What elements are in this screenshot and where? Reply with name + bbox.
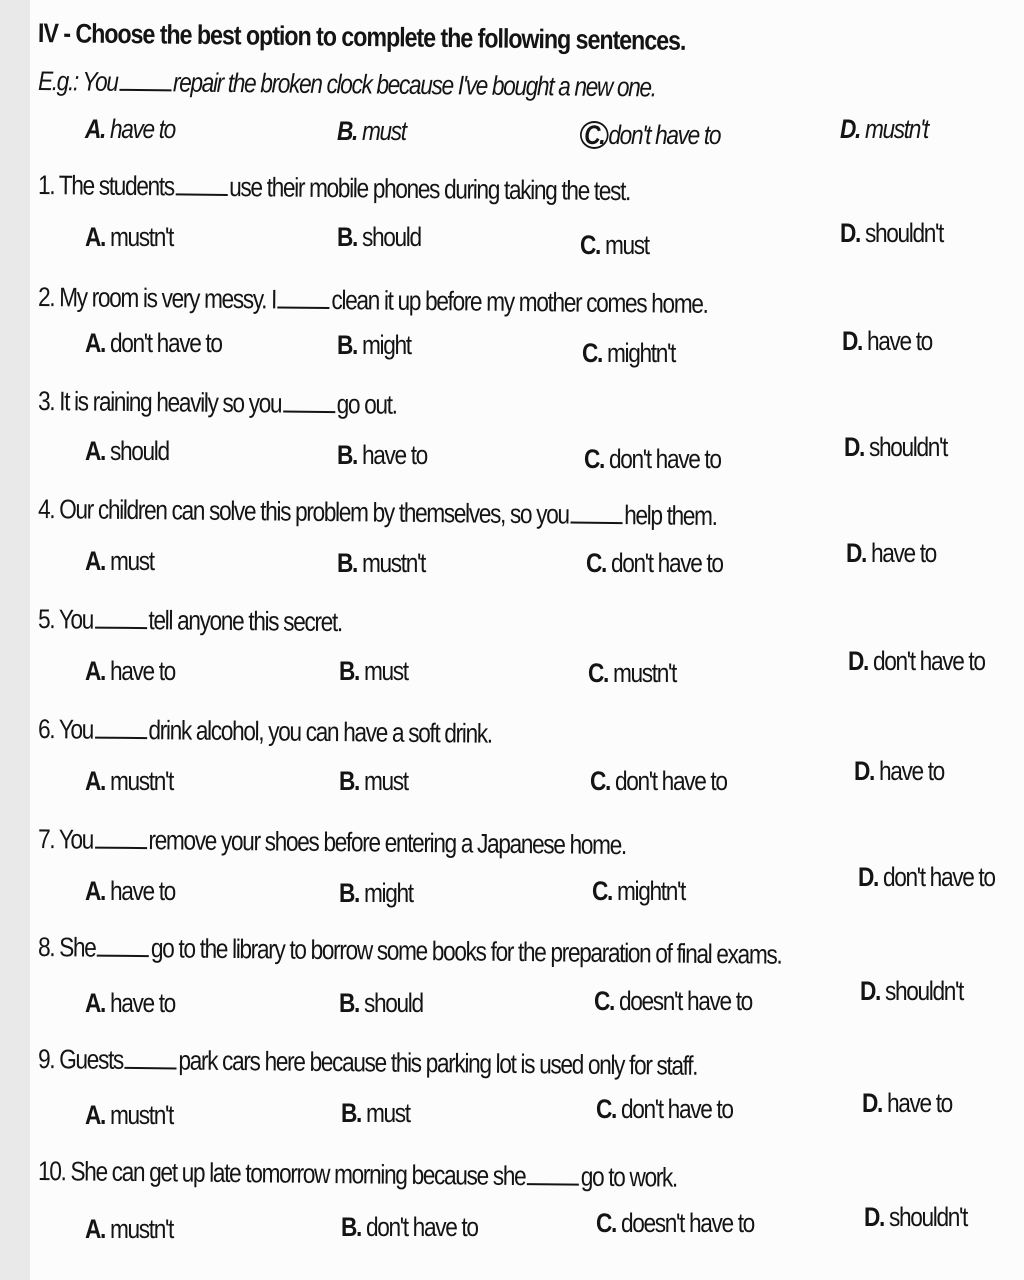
section-heading: IV - Choose the best option to complete the following sentences. (37, 18, 686, 56)
option-d: D. don't have to (848, 646, 985, 676)
option-c: C. must (580, 230, 649, 260)
option-b: B. must (341, 1098, 410, 1128)
option-b: B. might (339, 878, 413, 908)
question-9: 9. Guests park cars here because this parking lot is used only for staff. (37, 1044, 698, 1081)
worksheet-page (30, 0, 1024, 1280)
option-c: C. don't have to (590, 766, 727, 796)
option-a: A. must (85, 546, 154, 576)
answer-blank (97, 937, 149, 958)
question-1: 1. The students use their mobile phones during taking the test. (37, 170, 631, 207)
answer-blank (175, 175, 227, 196)
question-2: 2. My room is very messy. I clean it up before my mother comes home. (37, 282, 708, 319)
question-7: 7. You remove your shoes before entering a Japanese home. (37, 824, 627, 861)
answer-blank (527, 1165, 579, 1186)
question-10: 10. She can get up late tomorrow morning because she go to work. (37, 1156, 678, 1193)
option-c: C. don't have to (584, 444, 721, 474)
answer-blank (283, 393, 335, 414)
answer-blank (95, 719, 147, 740)
answer-blank (570, 504, 622, 525)
option-b: B. must (339, 766, 408, 796)
question-text-start: E.g.: You (37, 66, 118, 97)
option-c: C. doesn't have to (596, 1208, 754, 1238)
question-6: 6. You drink alcohol, you can have a soft drink. (37, 714, 492, 749)
option-d: D. have to (854, 756, 944, 786)
question-4: 4. Our children can solve this problem by themselves, so you help them. (37, 494, 717, 532)
option-b: B. should (339, 988, 423, 1018)
option-a: A. have to (85, 114, 175, 144)
answer-blank (125, 1049, 177, 1070)
option-b: B. should (337, 222, 421, 252)
answer-blank (119, 71, 171, 92)
answer-blank (95, 829, 147, 850)
option-d: D. have to (842, 326, 932, 356)
option-c-circled: C. don't have to (580, 120, 720, 151)
answer-blank (95, 609, 147, 630)
question-text-end: repair the broken clock because I've bought a new one. (172, 67, 656, 103)
option-c: C. mightn't (582, 338, 675, 368)
option-a: A. mustn't (85, 1214, 173, 1244)
option-c: C. don't have to (596, 1094, 733, 1124)
option-a: A. have to (85, 656, 175, 686)
option-d: D. mustn't (840, 114, 928, 144)
option-d: D. shouldn't (840, 218, 943, 248)
option-d: D. shouldn't (864, 1202, 967, 1232)
option-d: D. shouldn't (860, 976, 963, 1006)
option-b: B. must (337, 116, 406, 146)
option-d: D. have to (862, 1088, 952, 1118)
question-example (38, 66, 656, 103)
option-b: B. must (339, 656, 408, 686)
circled-answer-mark: C. (580, 121, 608, 149)
option-a: A. should (85, 436, 169, 466)
option-b: B. have to (337, 440, 427, 470)
option-d: D. don't have to (858, 862, 995, 892)
option-b: B. might (337, 330, 411, 360)
option-a: A. have to (85, 876, 175, 906)
answer-blank (278, 288, 330, 309)
option-a: A. mustn't (85, 222, 173, 252)
question-3: 3. It is raining heavily so you go out. (37, 386, 397, 420)
option-c: C. mustn't (588, 658, 676, 688)
option-c: C. don't have to (586, 548, 723, 578)
question-8: 8. She go to the library to borrow some books for the preparation of final exams. (37, 932, 782, 970)
option-d: D. have to (846, 538, 936, 568)
option-c: C. mightn't (592, 876, 685, 906)
option-a: A. mustn't (85, 1100, 173, 1130)
option-b: B. mustn't (337, 548, 425, 578)
question-5: 5. You tell anyone this secret. (37, 604, 342, 638)
option-a: A. mustn't (85, 766, 173, 796)
option-c: C. doesn't have to (594, 986, 752, 1016)
option-a: A. have to (85, 988, 175, 1018)
option-d: D. shouldn't (844, 432, 947, 462)
option-a: A. don't have to (85, 328, 222, 358)
option-b: B. don't have to (341, 1212, 478, 1242)
